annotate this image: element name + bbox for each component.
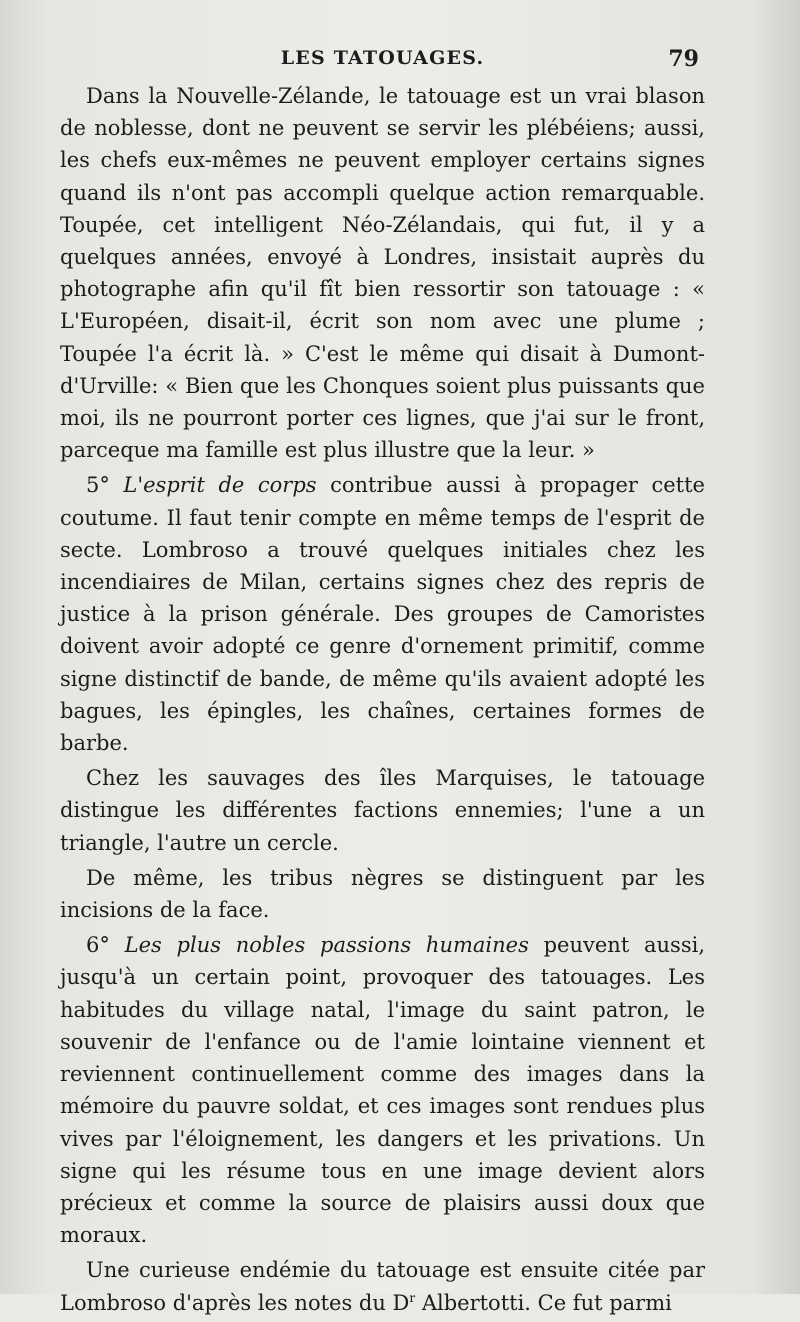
section-number: 6° <box>86 933 110 958</box>
paragraph-text-end: Albertotti. Ce fut parmi <box>415 1290 672 1315</box>
paragraph-text: Dans la Nouvelle-Zélande, le tatouage est un vrai blason de noblesse, dont ne peuvent se servir les plébéiens; aussi, les chefs eux-mêmes ne peuvent employer certains signes quand ils n'ont pas accompli quelque action remarquable. Toupée, cet intelligent Néo-Zélandais, qui fut, il y a quelques années, envoyé à Londres, insistait auprès du photographe afin qu'il fît bien ressortir son tatouage : « L'Européen, disait-il, écrit son nom avec une plume ; Toupée l'a écrit là. » C'est le même qui disait à Dumont-d'Urville: « Bien que les Chonques soient plus puissants que moi, ils ne pourront porter ces lignes, que j'ai sur le front, parceque ma famille est plus illustre que la leur. » <box>60 84 705 463</box>
superscript-abbrev: r <box>409 1290 416 1305</box>
page-number: 79 <box>668 46 699 72</box>
italic-heading: L'esprit de corps <box>123 473 317 498</box>
paragraph-text: peuvent aussi, jusqu'à un certain point, provoquer des tatouages. Les habitudes du village natal, l'image du saint patron, le souvenir de l'enfance ou de l'amie lointaine viennent et reviennent continuellement comme des images dans la mémoire du pauvre soldat, et ces images sont rendues plus vives par l'éloignement, les dangers et les privations. Un signe qui les résume tous en une image devient alors précieux et comme la source de plaisirs aussi doux que moraux. <box>60 933 705 1248</box>
paragraph-new-zealand <box>60 80 705 466</box>
paragraph-passions <box>60 929 705 1251</box>
page-header <box>60 44 705 76</box>
body-text <box>60 80 705 1322</box>
paragraph-text: Chez les sauvages des îles Marquises, le tatouage distingue les différentes factions ennemies; l'une a un triangle, l'autre un cercle. <box>60 766 705 855</box>
paragraph-endemie <box>60 1254 705 1318</box>
italic-heading: Les plus nobles passions humaines <box>124 933 529 958</box>
running-title: LES TATOUAGES. <box>280 47 485 69</box>
section-number: 5° <box>86 473 110 498</box>
paragraph-text: De même, les tribus nègres se distinguent par les incisions de la face. <box>60 865 705 923</box>
paragraph-tribus <box>60 862 705 926</box>
paragraph-text: Une curieuse endémie du tatouage est ensuite citée par Lombroso d'après les notes du D <box>60 1258 705 1315</box>
paragraph-marquises <box>60 762 705 859</box>
paragraph-esprit-de-corps <box>60 469 705 759</box>
paragraph-text: contribue aussi à propager cette coutume. Il faut tenir compte en même temps de l'esprit de secte. Lombroso a trouvé quelques initiales chez les incendiaires de Milan, certains signes chez des repris de justice à la prison générale. Des groupes de Camoristes doivent avoir adopté ce genre d'ornement primitif, comme signe distinctif de bande, de même qu'ils avaient adopté les bagues, les épingles, les chaînes, certaines formes de barbe. <box>60 473 705 756</box>
